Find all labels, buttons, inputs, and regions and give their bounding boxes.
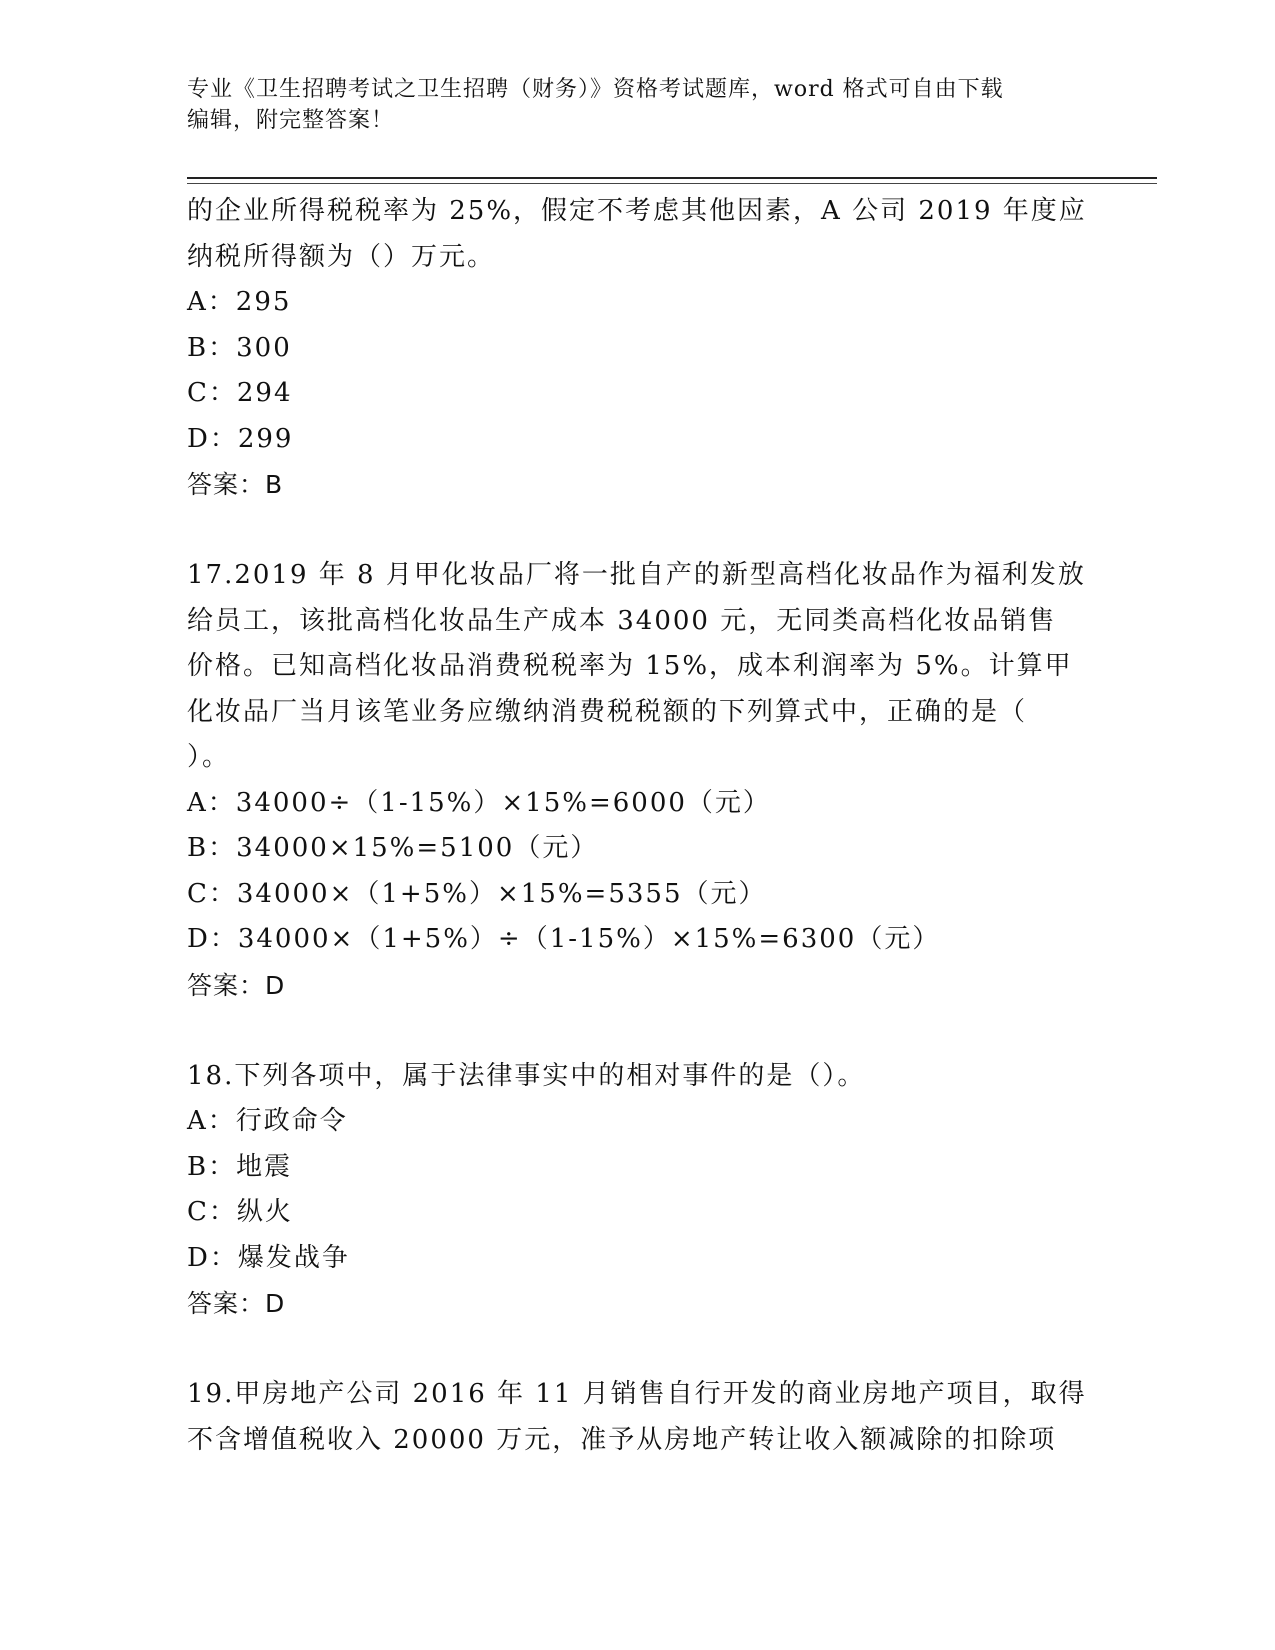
question-18-option-d: D：爆发战争	[187, 1242, 350, 1273]
header-divider	[187, 177, 1157, 179]
question-18-option-c: C：纵火	[187, 1197, 293, 1227]
question-16	[187, 189, 1087, 508]
header-line-2: 编辑，附完整答案！	[187, 108, 395, 133]
question-16-option-c: C：294	[187, 378, 293, 408]
spacer	[187, 1008, 1087, 1054]
question-17-stem-line-1: 17.2019 年 8 月甲化妆品厂将一批自产的新型高档化妆品作为福利发放	[187, 560, 1086, 590]
question-16-option-b: B：300	[187, 332, 292, 363]
question-17-stem-line-5: ）。	[187, 742, 231, 772]
question-18-option-a: A：行政命令	[187, 1106, 348, 1136]
question-17-option-d: D：34000×（1+5%）÷（1-15%）×15%=6300（元）	[187, 924, 941, 954]
question-18-option-b: B：地震	[187, 1151, 293, 1182]
spacer	[187, 1327, 1087, 1373]
question-17-option-a: A：34000÷（1-15%）×15%=6000（元）	[187, 787, 771, 818]
header-divider-thin	[187, 183, 1157, 184]
question-18-stem-line-1: 18.下列各项中，属于法律事实中的相对事件的是（）。	[187, 1060, 866, 1091]
question-content	[187, 189, 1087, 1463]
question-17-stem-line-2: 给员工，该批高档化妆品生产成本 34000 元，无同类高档化妆品销售	[187, 605, 1057, 636]
question-18-answer: 答案：D	[187, 1289, 286, 1318]
question-19-stem-line-1: 19.甲房地产公司 2016 年 11 月销售自行开发的商业房地产项目，取得	[187, 1379, 1087, 1409]
question-17-option-b: B：34000×15%=5100（元）	[187, 833, 599, 863]
question-17-stem-line-4: 化妆品厂当月该笔业务应缴纳消费税税额的下列算式中，正确的是（	[187, 696, 1028, 727]
question-16-stem-line-1: 的企业所得税税率为 25%，假定不考虑其他因素，A 公司 2019 年度应	[187, 196, 1087, 226]
question-17-answer: 答案：D	[187, 970, 286, 1000]
question-19	[187, 1372, 1087, 1463]
question-18	[187, 1054, 1087, 1327]
question-16-answer: 答案：B	[187, 470, 284, 499]
question-17	[187, 553, 1087, 1008]
header-line-1: 专业《卫生招聘考试之卫生招聘（财务）》资格考试题库，word 格式可自由下载	[187, 77, 1004, 102]
question-17-option-c: C：34000×（1+5%）×15%=5355（元）	[187, 878, 767, 909]
spacer	[187, 508, 1087, 554]
question-16-option-d: D：299	[187, 423, 294, 454]
question-19-stem-line-2: 不含增值税收入 20000 万元，准予从房地产转让收入额减除的扣除项	[187, 1424, 1057, 1455]
question-16-option-a: A：295	[187, 287, 292, 317]
question-16-stem-line-2: 纳税所得额为（）万元。	[187, 241, 496, 272]
question-17-stem-line-3: 价格。已知高档化妆品消费税税率为 15%，成本利润率为 5%。计算甲	[187, 651, 1073, 681]
document-header	[187, 74, 1087, 136]
